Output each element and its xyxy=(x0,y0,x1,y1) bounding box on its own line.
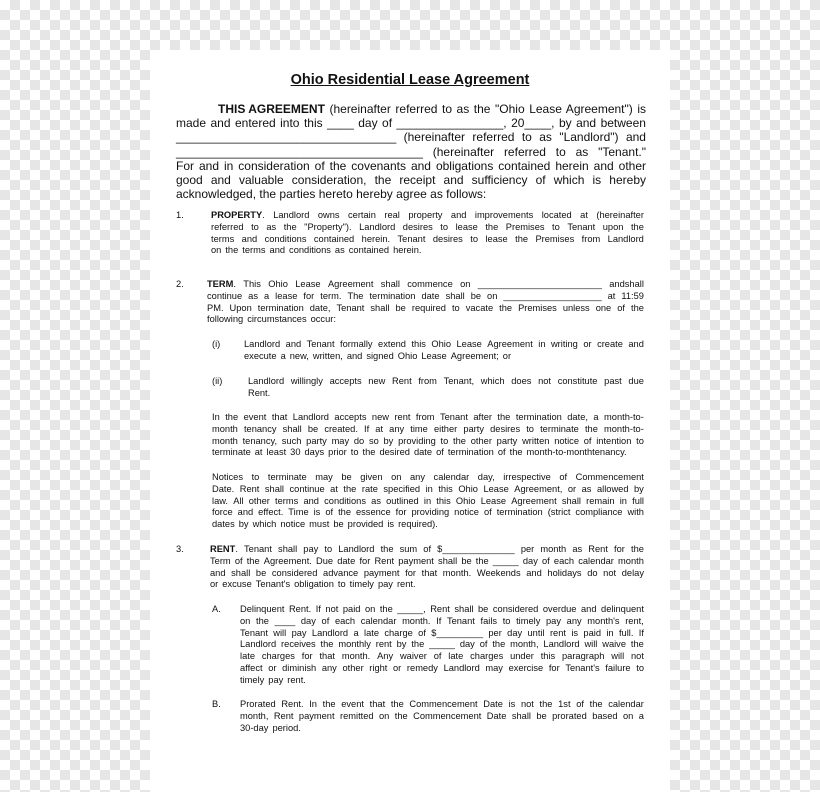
document-page xyxy=(150,50,670,792)
intro-line: THIS AGREEMENT (hereinafter referred to as the "Ohio Lease Agreement") is xyxy=(218,102,646,116)
text-line: continue as a lease for term. The termination date shall be on ___________________ at 11:59 xyxy=(207,290,644,301)
text-line: affect or diminish any other right or remedy Landlord may exercise for Tenant's failure to xyxy=(240,662,644,673)
section-property xyxy=(211,210,644,257)
text-line: In the event that Landlord accepts new rent from Tenant after the termination date, a month-to- xyxy=(212,412,644,422)
text-line: dates by which notice must be provided is required). xyxy=(212,519,438,530)
intro-paragraph xyxy=(176,102,646,201)
paragraph-notices xyxy=(212,472,644,531)
paragraph-month-to-month xyxy=(212,412,644,459)
section-term xyxy=(207,279,644,326)
text-line: Date. Rent shall continue at the rate specified in this Ohio Lease Agreement, or as allowed by xyxy=(212,483,644,494)
text-line: Tenant will pay Landlord a late charge of $_________ per day until rent is paid in full. If xyxy=(240,627,644,638)
text-line: late charges for that month. Any waiver of late charges under this paragraph will not xyxy=(240,651,644,662)
text-line: and shall be considered advance payment for that month. Weekends and holidays do not delay xyxy=(210,567,644,578)
text-line: TERM. This Ohio Lease Agreement shall commence on ________________________ andshall xyxy=(207,279,644,289)
text-line: Prorated Rent. In the event that the Commencement Date is not the 1st of the calendar xyxy=(240,699,644,709)
section-rent xyxy=(210,544,644,591)
text-line: terms and conditions contained herein. Tenant desires to lease the Premises from Landlord xyxy=(211,233,644,244)
text-line: Rent. xyxy=(248,387,271,398)
text-line: timely pay rent. xyxy=(240,674,306,685)
subsection-letter: A. xyxy=(212,604,221,614)
text-line: Term of the Agreement. Due date for Rent payment shall be the _____ day of each calendar month xyxy=(210,555,644,566)
text-line: month, Rent payment remitted on the Commencement Date shall be prorated based on a xyxy=(240,710,644,721)
section-heading: PROPERTY xyxy=(211,210,263,220)
section-number: 3. xyxy=(176,544,184,554)
intro-line: _________________________________ (hereinafter referred to as "Landlord") and xyxy=(176,130,646,145)
text-line: Landlord willingly accepts new Rent from Tenant, which does not constitute past due xyxy=(248,376,644,386)
intro-line: good and valuable consideration, the receipt and sufficiency of which is hereby xyxy=(176,173,646,188)
text-line: Delinquent Rent. If not paid on the _____, Rent shall be considered overdue and delinquent xyxy=(240,604,644,614)
text-line: Landlord and Tenant formally extend this Ohio Lease Agreement in writing or create and xyxy=(244,339,644,349)
text-line: referred to as the "Property"). Landlord desires to lease the Premises to Tenant upon the xyxy=(211,221,644,232)
text-line: RENT. Tenant shall pay to Landlord the sum of $______________ per month as Rent for the xyxy=(210,544,644,554)
text-line: following circumstances occur: xyxy=(207,314,336,325)
subsection-i xyxy=(244,339,644,363)
text-line: on the ____ day of each calendar month. If Tenant fails to timely pay any month's rent, xyxy=(240,615,644,626)
subsection-ii xyxy=(248,376,644,400)
text-line: 30-day period. xyxy=(240,722,301,733)
text-line: law. All other terms and conditions as outlined in this Ohio Lease Agreement shall remain in full xyxy=(212,495,644,506)
subsection-number: (ii) xyxy=(212,376,223,386)
intro-line: For and in consideration of the covenants and obligations contained herein and other xyxy=(176,158,646,173)
section-heading: TERM xyxy=(207,279,234,289)
subsection-letter: B. xyxy=(212,699,221,709)
text-line: Notices to terminate may be given on any calendar day, irrespective of Commencement xyxy=(212,472,644,482)
text-line: on the terms and conditions as contained herein. xyxy=(211,245,422,256)
section-number: 1. xyxy=(176,210,184,220)
text-line: force and effect. Time is of the essence for providing notice of termination (strict compliance with xyxy=(212,507,644,518)
text-line: PM. Upon termination date, Tenant shall be required to vacate the Premises unless one of the xyxy=(207,302,644,313)
text-line: Landlord receives the monthly rent by the _____ day of the month, Landlord will waive the xyxy=(240,639,644,650)
text-line: PROPERTY. Landlord owns certain real property and improvements located at (hereinafter xyxy=(211,210,644,220)
intro-line: acknowledged, the parties hereto hereby agree as follows: xyxy=(176,187,487,202)
section-heading: RENT xyxy=(210,544,236,554)
intro-line: _____________________________________ (hereinafter referred to as "Tenant." xyxy=(176,144,646,159)
subsection-number: (i) xyxy=(212,339,221,349)
text-line: month tenancy, such party may do so by providing to the other party written notice of intention to xyxy=(212,435,644,446)
subsection-delinquent-rent xyxy=(240,604,644,687)
text-line: month tenancy shall be created. If at any time either party desires to terminate the month-to- xyxy=(212,423,644,434)
text-line: execute a new, written, and signed Ohio Lease Agreement; or xyxy=(244,350,512,361)
document-title: Ohio Residential Lease Agreement xyxy=(290,72,530,88)
subsection-prorated-rent xyxy=(240,699,644,734)
intro-line: made and entered into this ____ day of ________________, 20____, by and between xyxy=(176,116,646,131)
text-line: terminate at least 30 days prior to the desired date of termination of the month-to-monthtenancy. xyxy=(212,447,627,458)
section-number: 2. xyxy=(176,279,184,289)
agreement-heading: THIS AGREEMENT xyxy=(218,102,325,116)
text-line: or excuse Tenant's obligation to timely pay rent. xyxy=(210,579,416,590)
